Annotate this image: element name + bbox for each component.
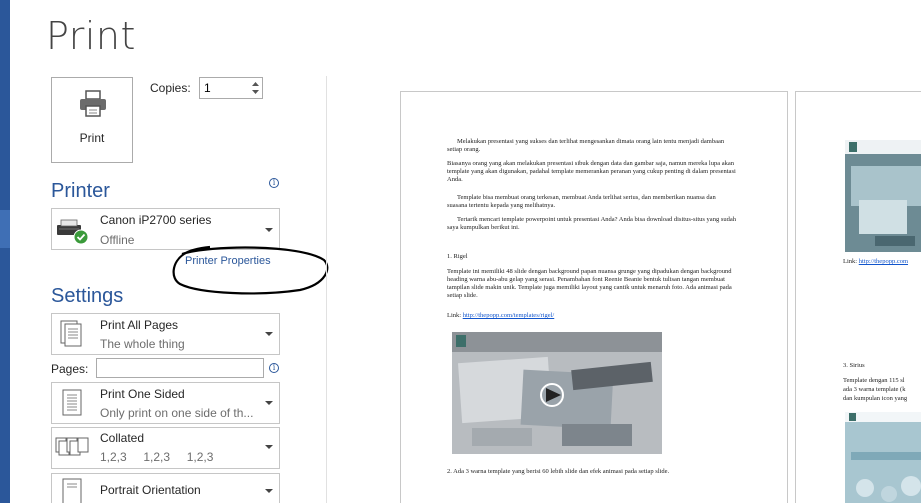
- print-preview-page-1: [400, 91, 788, 503]
- pages-label: Pages:: [51, 362, 89, 376]
- sides-subtitle: Only print on one side of th...: [100, 406, 254, 420]
- preview-link-label: Link:: [447, 312, 462, 319]
- preview-heading: 3. Sirius: [843, 362, 865, 369]
- preview-paragraph: Tertarik mencari template powerpoint untuk presentasi Anda? Anda bisa download disitus-situs yang sudah saya kumpulkan berikut ini.: [447, 216, 736, 231]
- print-range-title: Print All Pages: [100, 318, 179, 332]
- settings-heading: Settings: [51, 285, 124, 307]
- orientation-title: Portrait Orientation: [100, 483, 201, 497]
- spin-down-icon[interactable]: [251, 88, 260, 96]
- preview-paragraph: dan kumpulan icon yang: [843, 395, 908, 402]
- chevron-down-icon[interactable]: [265, 445, 273, 449]
- sides-title: Print One Sided: [100, 387, 185, 401]
- collated-icon: [55, 434, 89, 464]
- pages-input[interactable]: [96, 358, 264, 378]
- template-preview-image: [845, 140, 921, 252]
- print-button[interactable]: [51, 77, 133, 163]
- portrait-page-icon: [57, 477, 87, 503]
- preview-paragraph: ada 3 warna template (k: [843, 386, 906, 393]
- info-icon[interactable]: i: [269, 178, 279, 188]
- printer-heading: Printer: [51, 180, 110, 202]
- preview-paragraph: Template bisa membuat orang terkesan, membuat Anda terlihat serius, dan memberikan nuansa dan suasana tertentu kepada yang melihatnya.: [447, 194, 716, 209]
- printer-icon: [78, 90, 108, 118]
- one-sided-page-icon: [57, 388, 87, 418]
- chevron-down-icon[interactable]: [265, 332, 273, 336]
- preview-paragraph: Template dengan 115 sl: [843, 377, 905, 384]
- pane-divider: [326, 76, 327, 503]
- print-range-dropdown[interactable]: [51, 313, 280, 355]
- printer-name: Canon iP2700 series: [100, 213, 212, 227]
- print-range-subtitle: The whole thing: [100, 337, 185, 351]
- page-title: Print: [46, 14, 136, 58]
- print-button-label: Print: [79, 131, 105, 145]
- info-icon[interactable]: i: [269, 363, 279, 373]
- preview-link-label: Link:: [843, 258, 858, 265]
- collation-subtitle: 1,2,3 1,2,3 1,2,3: [100, 450, 214, 464]
- preview-paragraph: Melakukan presentasi yang sukses dan terlihat mengesankan dimata orang lain tentu menjadi dambaan setiap orang.: [447, 138, 725, 153]
- copies-stepper[interactable]: [199, 77, 263, 99]
- backstage-nav-active-item[interactable]: [0, 210, 10, 248]
- chevron-down-icon[interactable]: [265, 489, 273, 493]
- hand-drawn-circle-annotation: [170, 244, 330, 296]
- preview-link-line: [447, 312, 647, 320]
- printer-device-icon: [55, 213, 91, 245]
- preview-link-line: [843, 258, 921, 266]
- spin-up-icon[interactable]: [251, 80, 260, 88]
- template-preview-image: [452, 332, 662, 454]
- copies-value[interactable]: 1: [204, 81, 211, 95]
- printer-properties-link[interactable]: Printer Properties: [185, 255, 271, 267]
- collation-dropdown[interactable]: [51, 427, 280, 469]
- pages-icon: [57, 319, 87, 349]
- chevron-down-icon[interactable]: [265, 401, 273, 405]
- preview-link: http://thepopp.com/templates/rigel/: [462, 312, 555, 319]
- chevron-down-icon[interactable]: [265, 228, 273, 232]
- sides-dropdown[interactable]: [51, 382, 280, 424]
- printer-status: Offline: [100, 233, 135, 247]
- preview-heading: 1. Rigel: [447, 253, 468, 260]
- copies-label: Copies:: [150, 81, 191, 95]
- backstage-nav-strip: [0, 0, 10, 503]
- preview-paragraph: Biasanya orang yang akan melakukan presentasi sibuk dengan data dan gambar saja, namun mereka lupa akan template yang akan digunakan, padahal template memerankan peranan yang cukup penting di dalam presentasi Anda.: [447, 160, 736, 183]
- print-preview-page-2: [795, 91, 921, 503]
- template-preview-image: [845, 412, 921, 503]
- collation-title: Collated: [100, 431, 145, 445]
- orientation-dropdown[interactable]: [51, 473, 280, 503]
- preview-paragraph: 2. Ada 3 warna template yang berisi 60 lebih slide dan efek animasi pada setiap slide.: [447, 468, 670, 475]
- preview-link: http://thepopp.com: [858, 258, 909, 265]
- preview-paragraph: Template ini memiliki 48 slide dengan background papan nuansa grunge yang dipadukan dengan background heading warna abu-abu gelap yang serasi. Penambahan font Reenie Beanie bentuk tulisan tangan membuat tampilan slide makin unik. Template juga memiliki layout yang cantik untuk menaruh foto. Ada animasi pada setiap slide.: [447, 268, 732, 299]
